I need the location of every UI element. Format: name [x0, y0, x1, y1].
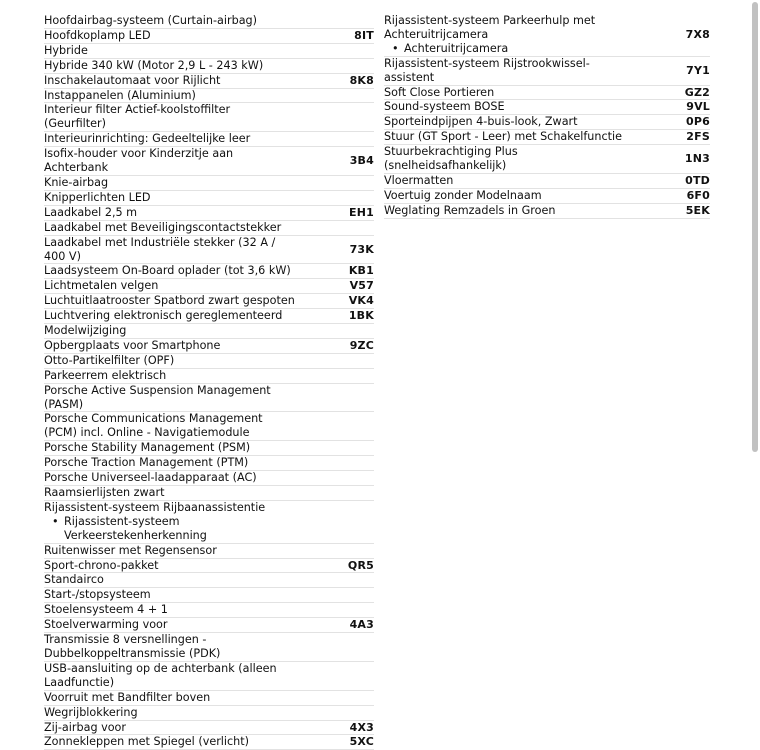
equipment-label [44, 735, 350, 749]
equipment-label-line: Soft Close Portieren [384, 85, 495, 99]
equipment-row [44, 221, 374, 236]
equipment-row [44, 544, 374, 559]
equipment-row [384, 189, 710, 204]
equipment-label-line: (Geurfilter) [44, 117, 106, 131]
equipment-row [44, 294, 374, 309]
equipment-row [44, 618, 374, 633]
equipment-label [44, 236, 350, 264]
equipment-label-line: Start-/stopsysteem [44, 588, 151, 602]
equipment-row [384, 100, 710, 115]
equipment-sub-bullet: • Rijassistent-systeem [44, 515, 366, 529]
equipment-label [44, 132, 374, 146]
equipment-label [384, 14, 686, 56]
equipment-label-line: (snelheidsafhankelijk) [384, 159, 507, 173]
equipment-label [44, 147, 350, 175]
equipment-label-line: Sporteindpijpen 4-buis-look, Zwart [384, 115, 578, 129]
equipment-label-line: Achterbank [44, 161, 109, 175]
equipment-label-line: Achteruitrijcamera [384, 27, 489, 41]
equipment-label-line: Sound-systeem BOSE [384, 100, 505, 114]
equipment-label-line: Interieurinrichting: Gedeeltelijke leer [44, 132, 251, 146]
equipment-label-line: Voertuig zonder Modelnaam [384, 188, 542, 202]
equipment-row [44, 369, 374, 384]
equipment-label-line: Porsche Universeel-laadapparaat (AC) [44, 471, 257, 485]
equipment-row [44, 324, 374, 339]
equipment-label-line: Raamsierlijsten zwart [44, 486, 165, 499]
equipment-row [44, 236, 374, 265]
vertical-scrollbar[interactable] [752, 2, 758, 452]
equipment-row [44, 633, 374, 662]
equipment-label-line: Transmissie 8 versnellingen - [44, 633, 207, 647]
equipment-row [44, 14, 374, 29]
equipment-row [44, 206, 374, 221]
equipment-label [44, 573, 374, 587]
equipment-label [44, 618, 350, 632]
equipment-label-line: Ruitenwisser met Regensensor [44, 543, 217, 557]
equipment-row [44, 573, 374, 588]
equipment-row [44, 735, 374, 750]
option-code: 2FS [686, 130, 710, 144]
equipment-row [44, 691, 374, 706]
equipment-row [44, 176, 374, 191]
equipment-label-line: Wegrijblokkering [44, 705, 138, 719]
equipment-label-line: Standairco [44, 573, 104, 587]
equipment-row [44, 279, 374, 294]
equipment-label-line: Isofix-houder voor Kinderzitje aan [44, 147, 234, 161]
equipment-label [384, 100, 686, 114]
equipment-label-line: Luchtvering elektronisch gereglementeerd [44, 309, 283, 323]
equipment-label-line: Stoelverwarming voor [44, 618, 168, 632]
equipment-label [44, 456, 374, 470]
equipment-label [384, 115, 686, 129]
equipment-label [44, 559, 348, 573]
equipment-label [44, 588, 374, 602]
equipment-label [44, 89, 374, 103]
equipment-label [44, 384, 374, 412]
equipment-label-line: Sport-chrono-pakket [44, 558, 159, 572]
equipment-label [384, 86, 685, 100]
equipment-row [384, 204, 710, 219]
equipment-label-line: Laadkabel met Beveiligingscontactstekker [44, 220, 282, 234]
equipment-row [44, 412, 374, 441]
equipment-label [44, 324, 374, 338]
option-code: 1N3 [684, 152, 710, 166]
option-code: 0TD [685, 173, 710, 187]
equipment-row [384, 57, 710, 86]
equipment-row [44, 721, 374, 736]
equipment-label-line: Stoelensysteem 4 + 1 [44, 603, 168, 617]
equipment-row [384, 115, 710, 130]
equipment-label [384, 130, 686, 144]
equipment-label [44, 369, 374, 383]
option-code: 4X3 [349, 720, 374, 734]
option-code: 8K8 [349, 73, 374, 87]
equipment-label [44, 14, 374, 28]
option-code: GZ2 [684, 85, 710, 99]
equipment-label [384, 57, 686, 85]
equipment-label-line: Interieur filter Actief-koolstoffilter [44, 103, 231, 117]
option-code: 9VL [686, 100, 710, 114]
equipment-label [384, 174, 685, 188]
equipment-row [44, 559, 374, 574]
equipment-row [44, 706, 374, 721]
equipment-sub-bullet: • Achteruitrijcamera [384, 42, 678, 56]
option-code: 6F0 [686, 188, 710, 202]
equipment-row [44, 132, 374, 147]
equipment-label-line: Instappanelen (Aluminium) [44, 88, 196, 102]
option-code: QR5 [347, 558, 374, 572]
equipment-label [44, 662, 374, 690]
equipment-label [44, 354, 374, 368]
option-code: 9ZC [349, 338, 374, 352]
equipment-label-line: Porsche Stability Management (PSM) [44, 441, 251, 455]
equipment-row [384, 174, 710, 189]
equipment-label [44, 412, 374, 440]
option-code: 5XC [349, 735, 374, 749]
option-code: V57 [349, 279, 374, 293]
equipment-row [44, 384, 374, 413]
equipment-label-line: Laadsysteem On-Board oplader (tot 3,6 kW) [44, 264, 291, 278]
equipment-label [44, 29, 354, 43]
equipment-label [44, 176, 374, 190]
equipment-row [44, 29, 374, 44]
equipment-label-line: Zonnekleppen met Spiegel (verlicht) [44, 735, 250, 749]
equipment-label-line: Lichtmetalen velgen [44, 279, 159, 293]
equipment-row [44, 59, 374, 74]
option-code: 5EK [685, 203, 710, 217]
option-code: 3B4 [349, 154, 374, 168]
equipment-row [44, 339, 374, 354]
equipment-label-line: (PCM) incl. Online - Navigatiemodule [44, 426, 250, 440]
equipment-label-line: Rijassistent-systeem Rijstrookwissel- [384, 56, 590, 70]
equipment-label [384, 204, 686, 218]
equipment-label-line: Laadfunctie) [44, 675, 115, 689]
equipment-label [384, 189, 687, 203]
equipment-row [44, 441, 374, 456]
equipment-label [44, 441, 374, 455]
equipment-label [44, 264, 349, 278]
equipment-label-line: Zij-airbag voor [44, 720, 127, 734]
equipment-label [44, 501, 374, 543]
equipment-label-line: 400 V) [44, 249, 81, 263]
equipment-label [44, 486, 374, 500]
equipment-label [44, 706, 374, 720]
option-code: EH1 [349, 205, 374, 219]
equipment-label-line: Laadkabel met Industriële stekker (32 A / [44, 235, 276, 249]
equipment-row [384, 14, 710, 57]
equipment-label [44, 59, 374, 73]
equipment-label-line: Inschakelautomaat voor Rijlicht [44, 73, 221, 87]
equipment-label [44, 721, 350, 735]
option-code: 7Y1 [686, 63, 710, 77]
equipment-label-line: Vloermatten [384, 173, 454, 187]
equipment-label-line: Hybride 340 kW (Motor 2,9 L - 243 kW) [44, 58, 264, 72]
equipment-row [44, 74, 374, 89]
equipment-label-line: Knipperlichten LED [44, 190, 151, 204]
equipment-row [44, 456, 374, 471]
equipment-row [44, 309, 374, 324]
equipment-label [44, 309, 349, 323]
equipment-label-line: Luchtuitlaatrooster Spatbord zwart gespoten [44, 294, 295, 308]
equipment-label-line: Modelwijziging [44, 324, 127, 338]
equipment-row [44, 103, 374, 132]
equipment-sub-bullet: Verkeerstekenherkenning [64, 528, 207, 542]
equipment-column-left [44, 14, 374, 750]
equipment-label-line: Otto-Partikelfilter (OPF) [44, 353, 175, 367]
option-code: KB1 [348, 264, 374, 278]
equipment-label-line: Voorruit met Bandfilter boven [44, 690, 211, 704]
equipment-label [44, 279, 350, 293]
equipment-row [44, 662, 374, 691]
option-code: VK4 [348, 294, 374, 308]
equipment-row [44, 89, 374, 104]
equipment-label-line: assistent [384, 70, 435, 84]
equipment-label-line: Hybride [44, 43, 88, 57]
equipment-row [44, 147, 374, 176]
equipment-label [44, 191, 374, 205]
equipment-label [44, 633, 374, 661]
equipment-row [44, 191, 374, 206]
equipment-column-right [384, 14, 710, 219]
equipment-label-line: Hoofdkoplamp LED [44, 28, 151, 42]
equipment-label [384, 145, 685, 173]
equipment-row [384, 130, 710, 145]
equipment-label-line: Opbergplaats voor Smartphone [44, 338, 221, 352]
equipment-label-line: Weglating Remzadels in Groen [384, 203, 556, 217]
equipment-label-line: Parkeerrem elektrisch [44, 368, 167, 382]
equipment-row [384, 86, 710, 101]
equipment-label-line: (PASM) [44, 397, 84, 411]
equipment-label [44, 339, 350, 353]
equipment-label-line: Dubbelkoppeltransmissie (PDK) [44, 646, 221, 660]
equipment-label-line: Hoofdairbag-systeem (Curtain-airbag) [44, 14, 258, 27]
equipment-label [44, 221, 374, 235]
equipment-row [44, 603, 374, 618]
option-code: 8IT [354, 28, 374, 42]
equipment-row [44, 486, 374, 501]
equipment-label-line: Knie-airbag [44, 175, 109, 189]
equipment-label [44, 103, 374, 131]
equipment-row [384, 145, 710, 174]
equipment-label-line: Rijassistent-systeem Rijbaanassistentie [44, 500, 266, 514]
equipment-label-line: Porsche Traction Management (PTM) [44, 456, 249, 470]
option-code: 7X8 [685, 27, 710, 41]
option-code: 4A3 [349, 618, 374, 632]
equipment-label-line: Stuur (GT Sport - Leer) met Schakelfunctie [384, 130, 622, 144]
option-code: 0P6 [686, 115, 710, 129]
equipment-label-line: Rijassistent-systeem Parkeerhulp met [384, 14, 596, 27]
option-code: 1BK [348, 309, 374, 323]
equipment-label [44, 294, 349, 308]
equipment-row [44, 501, 374, 544]
equipment-label [44, 544, 374, 558]
equipment-row [44, 471, 374, 486]
equipment-label [44, 44, 374, 58]
equipment-row [44, 354, 374, 369]
equipment-label [44, 206, 349, 220]
option-code: 73K [349, 242, 374, 256]
equipment-label-line: Porsche Communications Management [44, 412, 263, 426]
equipment-label-line: Stuurbekrachtiging Plus [384, 145, 518, 159]
equipment-label [44, 74, 350, 88]
equipment-label [44, 603, 374, 617]
equipment-row [44, 264, 374, 279]
equipment-label-line: Laadkabel 2,5 m [44, 205, 138, 219]
equipment-label [44, 691, 374, 705]
equipment-row [44, 588, 374, 603]
equipment-label-line: USB-aansluiting op de achterbank (alleen [44, 661, 277, 675]
equipment-label [44, 471, 374, 485]
equipment-label-line: Porsche Active Suspension Management [44, 383, 271, 397]
equipment-row [44, 44, 374, 59]
